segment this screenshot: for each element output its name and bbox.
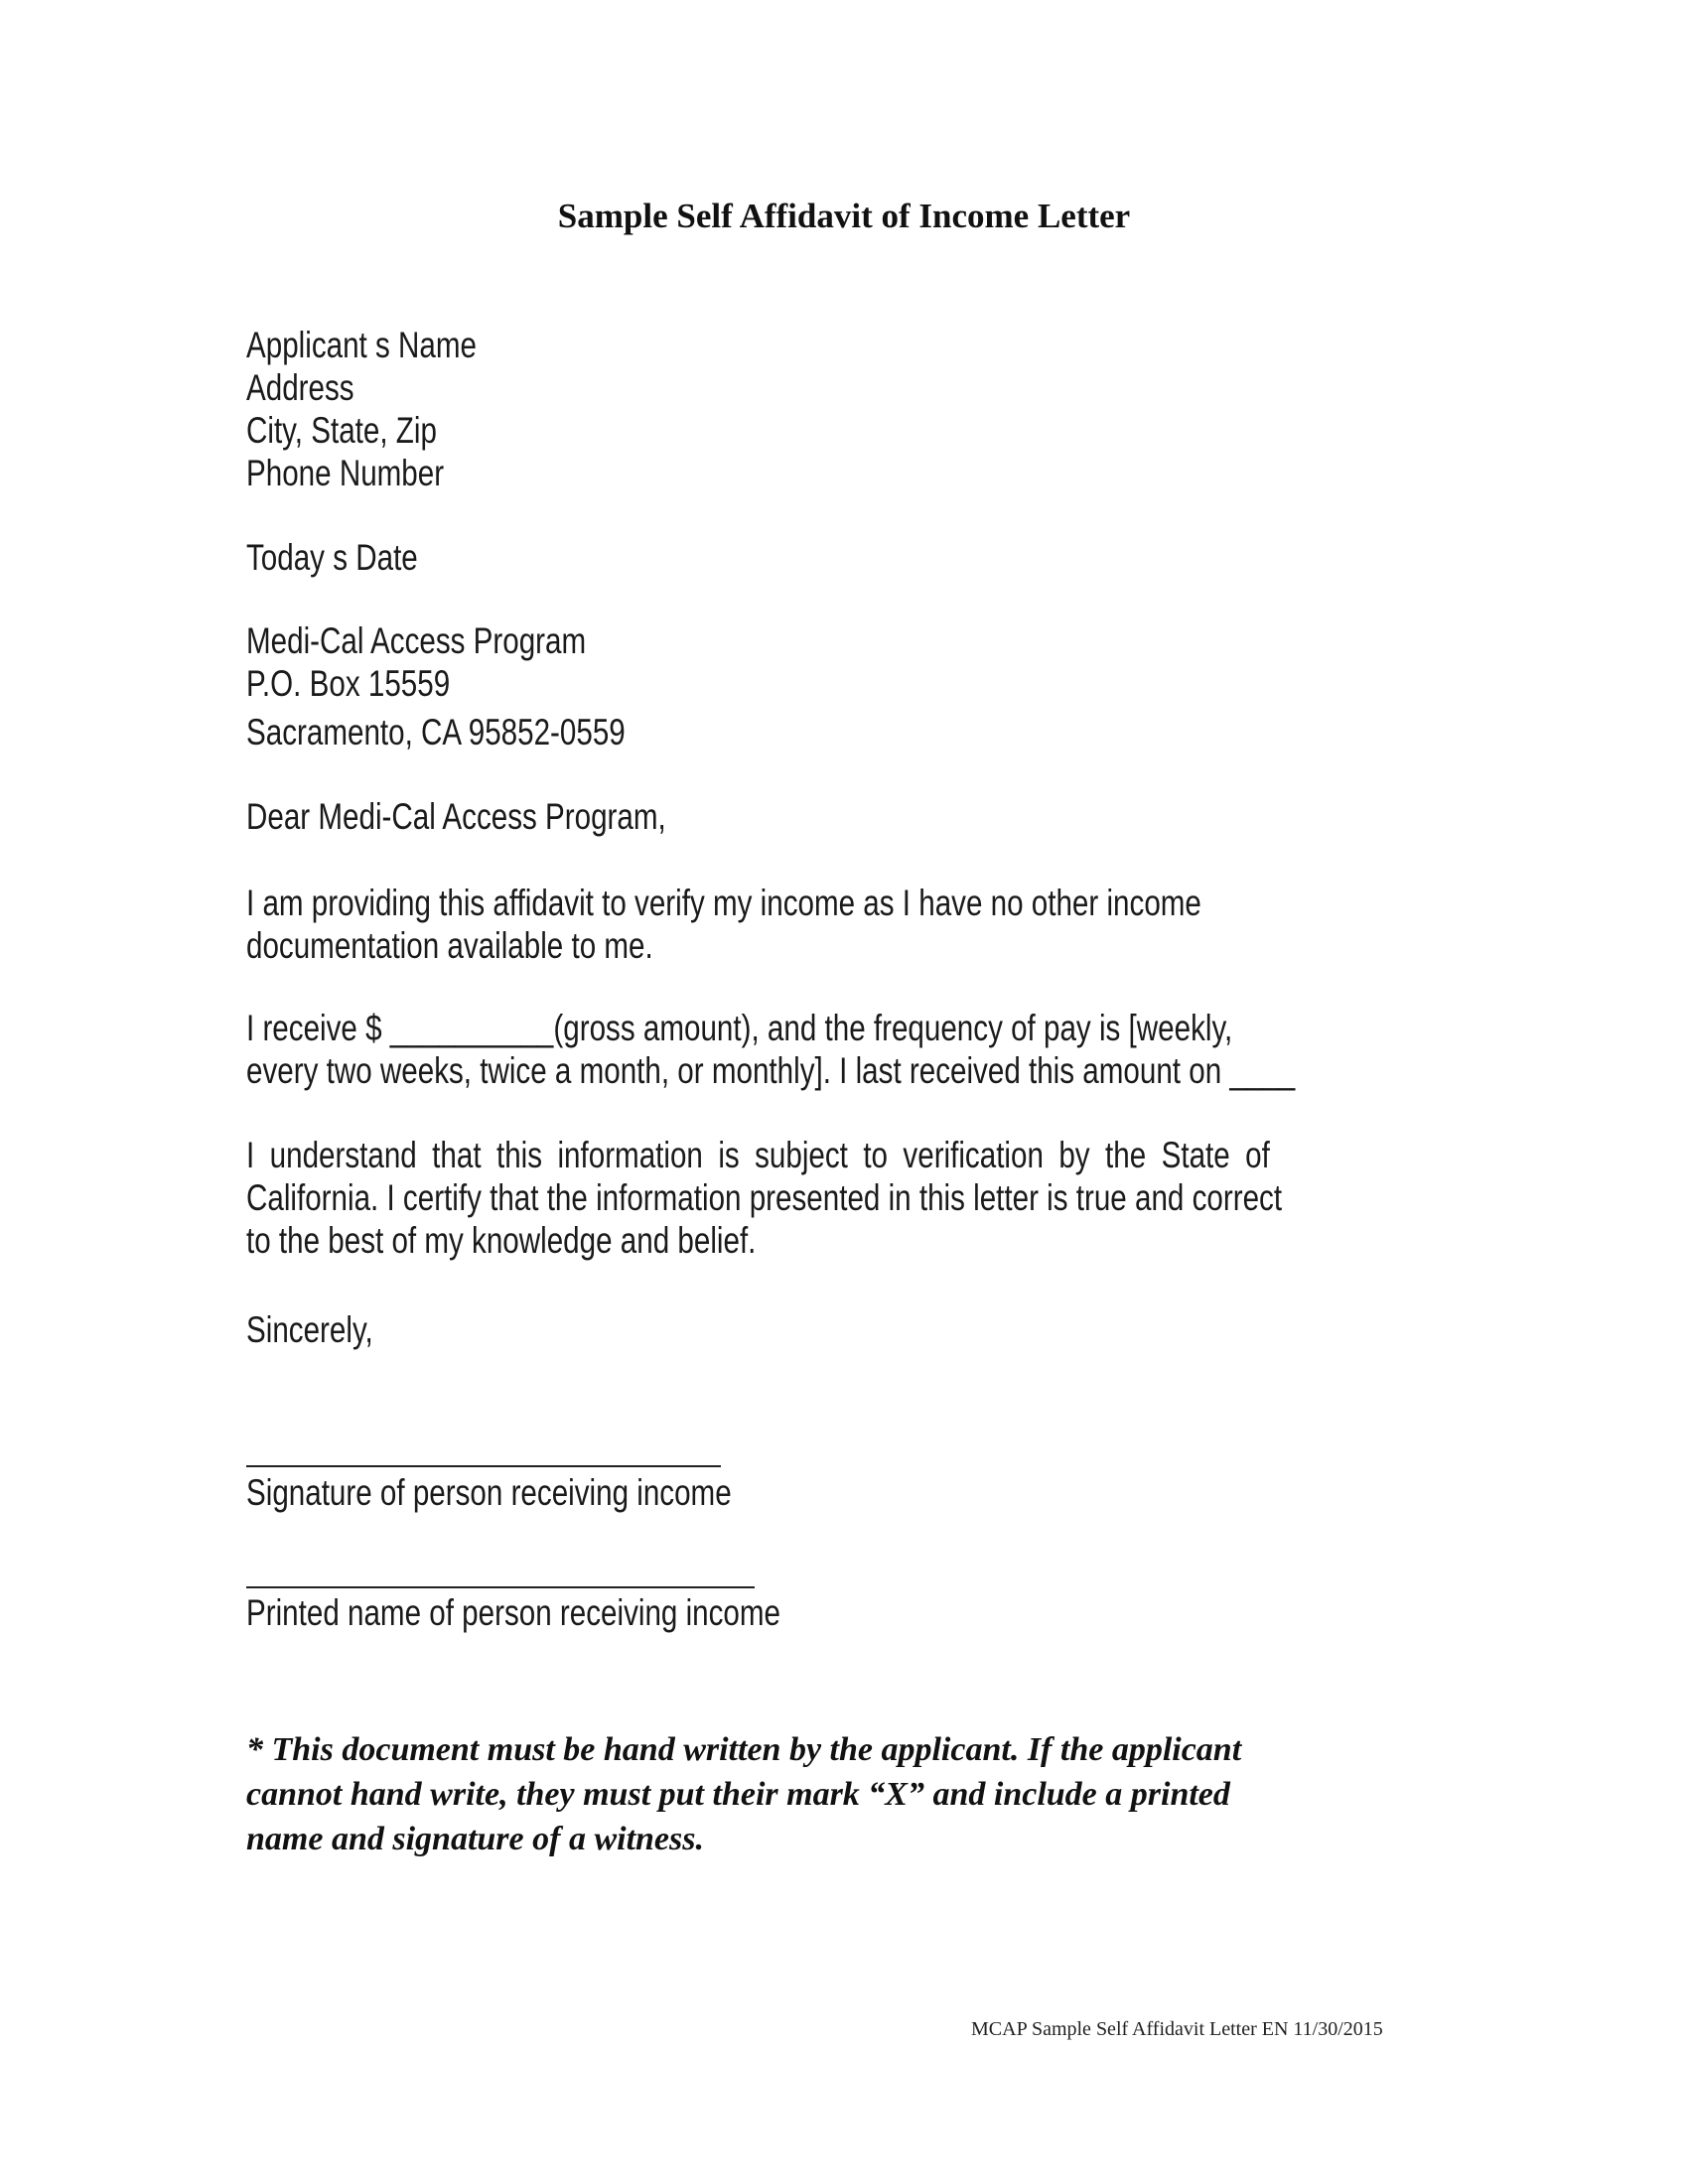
paragraph2-line1: I receive $ __________(gross amount), and the frequency of pay is [weekly, [246,1008,1233,1048]
applicant-address: Address [246,367,354,408]
printed-name-label: Printed name of person receiving income [246,1592,781,1633]
note-line1: * This document must be hand written by the applicant. If the applicant [246,1731,1242,1768]
document-footer: MCAP Sample Self Affidavit Letter EN 11/30/2015 [971,2018,1383,2040]
printed-name-label-block [246,1591,780,1634]
paragraph3-line3: to the best of my knowledge and belief. [246,1220,757,1261]
closing: Sincerely, [246,1309,373,1350]
applicant-phone: Phone Number [246,453,445,493]
note-line3: name and signature of a witness. [246,1821,704,1857]
document-title: Sample Self Affidavit of Income Letter [557,197,1131,235]
paragraph2-line2: every two weeks, twice a month, or monthly]. I last received this amount on ____ [246,1050,1296,1091]
recipient-address-block [246,619,626,753]
recipient-program: Medi-Cal Access Program [246,620,587,661]
recipient-po-box: P.O. Box 15559 [246,663,451,704]
signature-label: Signature of person receiving income [246,1472,732,1513]
salutation-block [246,795,666,838]
handwritten-requirement-note [246,1727,1438,1861]
paragraph-certification [246,1134,1282,1262]
applicant-address-block [246,324,477,494]
date-block [246,536,418,579]
paragraph-income-amount [246,1007,1295,1092]
applicant-name: Applicant s Name [246,325,477,365]
salutation: Dear Medi-Cal Access Program, [246,796,666,837]
printed-name-line [246,1586,755,1588]
note-line2: cannot hand write, they must put their mark “X” and include a printed [246,1776,1230,1813]
paragraph3-line2: California. I certify that the information presented in this letter is true and correct [246,1177,1283,1218]
closing-block [246,1308,373,1351]
letter-date: Today s Date [246,537,418,578]
signature-line [246,1465,721,1467]
signature-label-block [246,1471,732,1514]
recipient-city: Sacramento, CA 95852-0559 [246,712,626,752]
paragraph3-line1: I understand that this information is subject to verification by the State of [246,1135,1270,1175]
applicant-city-state-zip: City, State, Zip [246,410,437,451]
paragraph1-line2: documentation available to me. [246,925,653,966]
paragraph-income-statement [246,882,1201,967]
paragraph1-line1: I am providing this affidavit to verify my income as I have no other income [246,883,1201,923]
